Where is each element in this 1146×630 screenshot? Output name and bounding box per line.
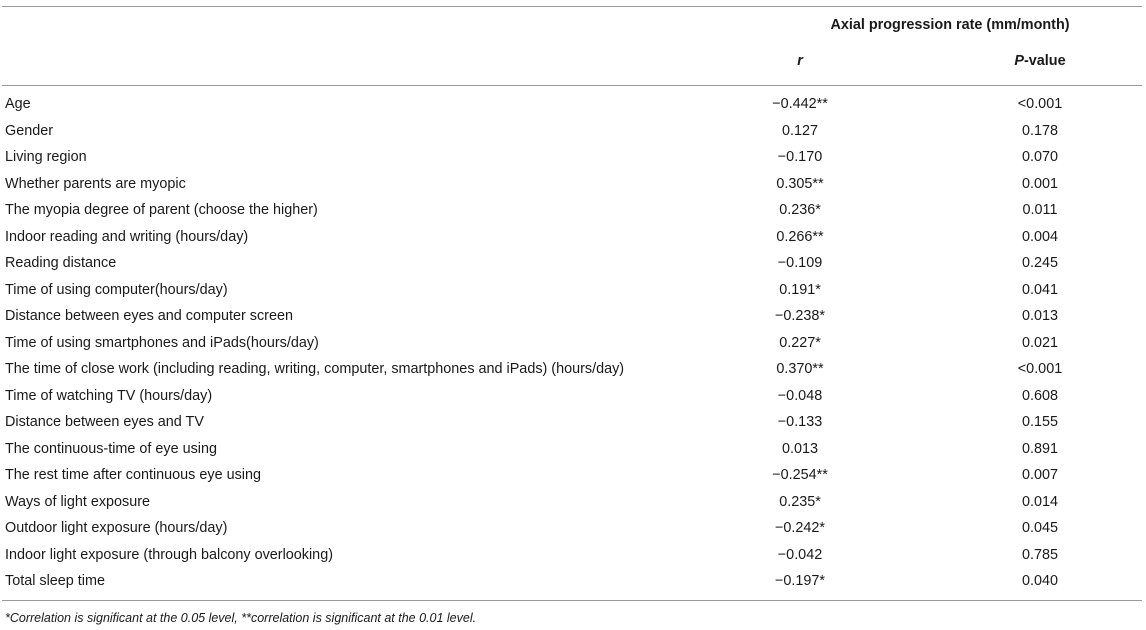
row-r-value: 0.370** — [776, 361, 824, 377]
row-label: Ways of light exposure — [5, 493, 151, 510]
row-r-value: −0.197* — [774, 573, 826, 589]
row-p-value: 0.245 — [1021, 255, 1058, 271]
row-r-value: 0.191* — [779, 281, 821, 298]
row-p-value: 0.785 — [1021, 546, 1058, 563]
column-header-p-value — [980, 50, 1100, 72]
table-row — [0, 542, 1146, 569]
row-r-value: 0.305** — [776, 175, 824, 192]
column-header-r-text: r — [797, 53, 803, 69]
row-r-value: −0.242* — [774, 520, 826, 536]
row-label: The continuous-time of eye using — [5, 440, 217, 457]
table-row — [0, 462, 1146, 489]
column-header-r — [740, 50, 860, 72]
row-p-value: 0.041 — [1021, 281, 1058, 298]
table-row — [0, 91, 1146, 118]
table-top-rule — [2, 6, 1142, 7]
row-p-value: 0.155 — [1021, 414, 1058, 430]
row-p-value: 0.608 — [1021, 387, 1058, 404]
row-label: Total sleep time — [5, 573, 105, 589]
row-label: Time of using smartphones and iPads(hours/day) — [5, 334, 319, 351]
row-r-value: −0.042 — [777, 546, 823, 563]
row-p-value: 0.014 — [1021, 493, 1058, 510]
table-footnote: *Correlation is significant at the 0.05 level, **correlation is significant at the 0.01 level. — [5, 611, 477, 625]
row-p-value: 0.021 — [1021, 334, 1058, 351]
row-p-value: 0.891 — [1021, 440, 1058, 457]
row-p-value: 0.040 — [1021, 573, 1058, 589]
row-label: Distance between eyes and computer screen — [5, 308, 293, 324]
row-label: Indoor reading and writing (hours/day) — [5, 228, 249, 245]
table-row — [0, 568, 1146, 595]
row-label: Distance between eyes and TV — [5, 414, 204, 430]
row-r-value: −0.048 — [777, 387, 823, 404]
table-row — [0, 224, 1146, 251]
row-r-value: −0.109 — [777, 255, 823, 271]
row-r-value: 0.013 — [781, 440, 818, 457]
row-r-value: −0.238* — [774, 308, 826, 324]
table-row — [0, 277, 1146, 304]
table-row — [0, 144, 1146, 171]
table-row — [0, 409, 1146, 436]
table-row — [0, 303, 1146, 330]
row-r-value: −0.170 — [777, 149, 823, 165]
table-row — [0, 197, 1146, 224]
table-row — [0, 515, 1146, 542]
row-p-value: <0.001 — [1017, 361, 1063, 377]
row-label: Age — [5, 96, 31, 112]
table-row — [0, 489, 1146, 516]
column-header-p-rest: -value — [1024, 53, 1066, 69]
row-label: Reading distance — [5, 255, 117, 271]
row-p-value: 0.045 — [1021, 520, 1058, 536]
row-p-value: 0.001 — [1021, 175, 1058, 192]
row-r-value: 0.227* — [779, 334, 821, 351]
row-r-value: −0.254** — [772, 467, 828, 483]
row-label: Whether parents are myopic — [5, 175, 186, 192]
row-p-value: 0.004 — [1021, 228, 1058, 245]
table-row — [0, 171, 1146, 198]
table-row — [0, 250, 1146, 277]
row-label: Gender — [5, 122, 53, 139]
row-label: Time of watching TV (hours/day) — [5, 387, 213, 404]
column-header-p-italic: P — [1014, 53, 1024, 69]
row-p-value: 0.070 — [1021, 149, 1058, 165]
row-p-value: 0.178 — [1021, 122, 1058, 139]
table-body — [0, 91, 1146, 595]
table-row — [0, 436, 1146, 463]
row-p-value: <0.001 — [1017, 96, 1063, 112]
row-p-value: 0.011 — [1022, 202, 1058, 218]
row-label: The myopia degree of parent (choose the higher) — [5, 202, 318, 218]
row-r-value: 0.235* — [779, 493, 821, 510]
row-label: Outdoor light exposure (hours/day) — [5, 520, 228, 536]
row-r-value: −0.442** — [772, 96, 828, 112]
column-group-header: Axial progression rate (mm/month) — [830, 17, 1070, 33]
row-p-value: 0.013 — [1021, 308, 1058, 324]
row-r-value: 0.127 — [781, 122, 818, 139]
row-r-value: −0.133 — [777, 414, 823, 430]
table-bottom-rule — [2, 600, 1142, 601]
table-row — [0, 383, 1146, 410]
table-row — [0, 118, 1146, 145]
row-label: The rest time after continuous eye using — [5, 467, 261, 483]
table-row — [0, 356, 1146, 383]
row-r-value: 0.236* — [779, 202, 821, 218]
row-label: Indoor light exposure (through balcony overlooking) — [5, 546, 333, 563]
header-separator-rule — [2, 85, 1142, 86]
row-r-value: 0.266** — [776, 228, 824, 245]
table-row — [0, 330, 1146, 357]
row-label: Time of using computer(hours/day) — [5, 281, 228, 298]
row-label: The time of close work (including reading, writing, computer, smartphones and iPads) (hours/day) — [5, 361, 625, 377]
row-p-value: 0.007 — [1021, 467, 1058, 483]
row-label: Living region — [5, 149, 87, 165]
